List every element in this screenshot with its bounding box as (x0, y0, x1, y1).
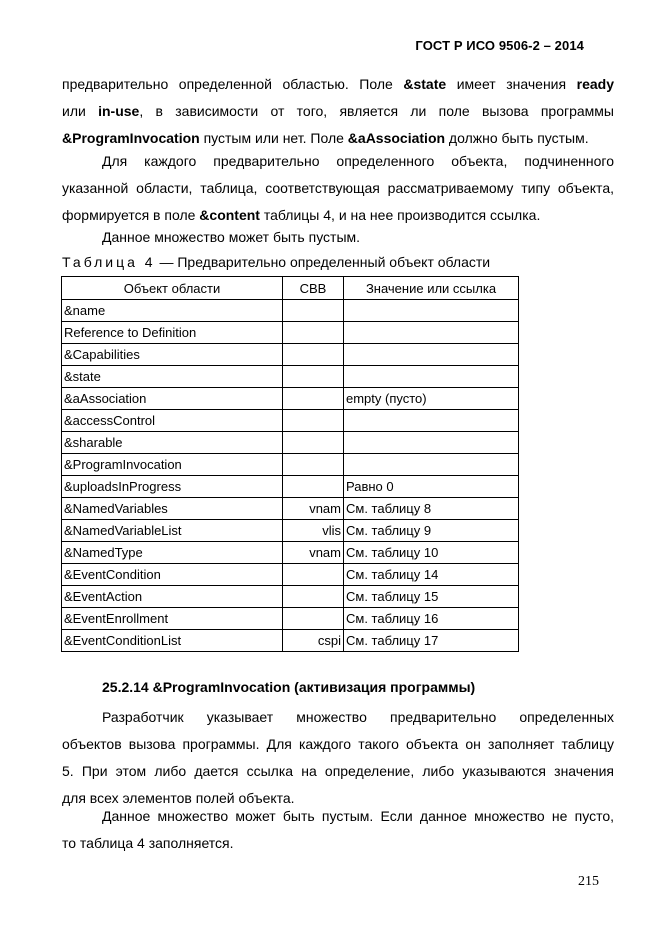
paragraph-line: 5. При этом либо дается ссылка на определение, либо указываются значения (62, 763, 614, 779)
section-heading: 25.2.14 &ProgramInvocation (активизация программы) (102, 679, 476, 695)
cell-object: &NamedVariables (62, 498, 283, 520)
table-caption-dash: — (155, 254, 178, 270)
cell-object: &sharable (62, 432, 283, 454)
paragraph-line: Данное множество может быть пустым. (102, 229, 361, 245)
cell-value: См. таблицу 15 (344, 586, 519, 608)
table-row (62, 542, 519, 564)
table-row (62, 410, 519, 432)
paragraph-line: объектов вызова программы. Для каждого такого объекта он заполняет таблицу (62, 736, 614, 752)
cell-cbb (283, 454, 344, 476)
table-caption-title: Предварительно определенный объект области (177, 254, 491, 270)
cell-cbb (283, 564, 344, 586)
table-caption-label: Таблица 4 (62, 254, 156, 270)
cell-value: empty (пусто) (344, 388, 519, 410)
cell-cbb (283, 476, 344, 498)
table-row (62, 322, 519, 344)
cell-value: См. таблицу 16 (344, 608, 519, 630)
cell-object: &EventEnrollment (62, 608, 283, 630)
paragraph-line: указанной области, таблица, соответствующая рассматриваемому типу объекта, (62, 180, 614, 196)
table-row (62, 498, 519, 520)
cell-cbb (283, 366, 344, 388)
cell-value: См. таблицу 14 (344, 564, 519, 586)
paragraph-line: Данное множество может быть пустым. Если данное множество не пусто, (102, 808, 614, 824)
table-row (62, 344, 519, 366)
table-header-row (62, 277, 519, 300)
table-row (62, 586, 519, 608)
table-row (62, 300, 519, 322)
cell-object: Reference to Definition (62, 322, 283, 344)
cell-cbb (283, 432, 344, 454)
cell-object: &accessControl (62, 410, 283, 432)
paragraph-3 (62, 224, 614, 251)
paragraph-2 (62, 148, 614, 229)
document-header: ГОСТ Р ИСО 9506-2 – 2014 (415, 38, 584, 53)
cell-cbb (283, 388, 344, 410)
table-row (62, 432, 519, 454)
cell-value (344, 432, 519, 454)
paragraph-5 (62, 803, 614, 857)
paragraph-line: для всех элементов полей объекта. (62, 790, 295, 806)
cell-value: См. таблицу 17 (344, 630, 519, 652)
paragraph-line: Разработчик указывает множество предварительно определенных (102, 709, 614, 725)
cell-cbb: vnam (283, 542, 344, 564)
table-row (62, 476, 519, 498)
column-header-object: Объект области (62, 277, 283, 300)
cell-cbb (283, 608, 344, 630)
cell-value (344, 344, 519, 366)
predefined-domain-object-table (61, 276, 519, 652)
cell-value: См. таблицу 10 (344, 542, 519, 564)
column-header-cbb: СВВ (283, 277, 344, 300)
cell-object: &Capabilities (62, 344, 283, 366)
paragraph-line: или in-use, в зависимости от того, является ли поле вызова программы (62, 103, 614, 119)
cell-object: &NamedVariableList (62, 520, 283, 542)
cell-cbb (283, 322, 344, 344)
cell-object: &EventCondition (62, 564, 283, 586)
column-header-value: Значение или ссылка (344, 277, 519, 300)
cell-cbb (283, 300, 344, 322)
table-row (62, 366, 519, 388)
cell-value: См. таблицу 8 (344, 498, 519, 520)
cell-value (344, 300, 519, 322)
cell-object: &EventAction (62, 586, 283, 608)
cell-value (344, 454, 519, 476)
paragraph-line: предварительно определенной областью. Поле &state имеет значения ready (62, 76, 615, 92)
cell-cbb (283, 586, 344, 608)
cell-object: &uploadsInProgress (62, 476, 283, 498)
cell-object: &aAssociation (62, 388, 283, 410)
table-row (62, 564, 519, 586)
table-row (62, 388, 519, 410)
table-caption (62, 252, 490, 272)
cell-object: &state (62, 366, 283, 388)
paragraph-line: Для каждого предварительно определенного объекта, подчиненного (102, 153, 614, 169)
table-row (62, 520, 519, 542)
cell-value: См. таблицу 9 (344, 520, 519, 542)
paragraph-line: формируется в поле &content таблицы 4, и на нее производится ссылка. (62, 207, 541, 223)
cell-value (344, 366, 519, 388)
cell-cbb: cspi (283, 630, 344, 652)
paragraph-line: то таблица 4 заполняется. (62, 835, 234, 851)
cell-value (344, 322, 519, 344)
table-row (62, 630, 519, 652)
paragraph-1 (62, 71, 614, 152)
paragraph-line: &ProgramInvocation пустым или нет. Поле &aAssociation должно быть пустым. (62, 130, 589, 146)
cell-value (344, 410, 519, 432)
cell-cbb: vnam (283, 498, 344, 520)
table-row (62, 454, 519, 476)
cell-object: &name (62, 300, 283, 322)
cell-value: Равно 0 (344, 476, 519, 498)
paragraph-4 (62, 704, 614, 812)
cell-cbb: vlis (283, 520, 344, 542)
page-number: 215 (578, 874, 599, 889)
cell-object: &EventConditionList (62, 630, 283, 652)
table-row (62, 608, 519, 630)
cell-cbb (283, 410, 344, 432)
cell-object: &ProgramInvocation (62, 454, 283, 476)
cell-object: &NamedType (62, 542, 283, 564)
cell-cbb (283, 344, 344, 366)
